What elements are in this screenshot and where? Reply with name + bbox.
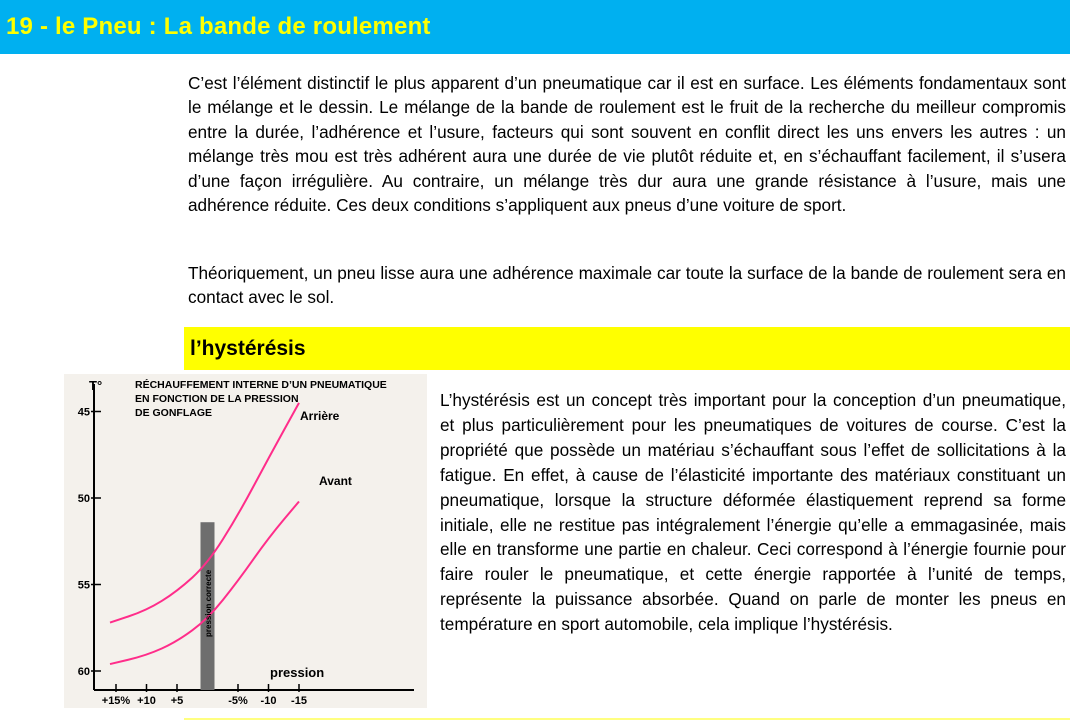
y-tick-label: 45 [77, 406, 90, 419]
series-label-avant: Avant [319, 474, 352, 488]
x-tick-label: -15 [291, 695, 307, 707]
x-tick-label: -10 [260, 695, 277, 707]
intro-paragraph-1: C’est l’élément distinctif le plus apparent d’un pneumatique car il est en surface. Les éléments fondamentaux sont le mélange et le dessin. Le mélange de la bande de roulement est le fruit de la recherche du meilleur compromis entre la durée, l’adhérence et l’usure, facteurs qui sont souvent en conflit direct les uns envers les autres : un mélange très mou est très adhérent aura une durée de vie plutôt réduite et, en s’échauffant facilement, il s’usera d’une façon irrégulière. Au contraire, un mélange très dur aura une grande résistance à l’usure, mais une adhérence réduite. Ces deux conditions s’appliquent aux pneus d’une voiture de sport. [188, 73, 1066, 216]
x-axis-label: pression [270, 665, 325, 680]
y-tick-label: 55 [77, 579, 90, 592]
bottom-divider [184, 718, 1070, 720]
series-label-arriere: Arrière [300, 409, 340, 423]
figure-title-line-3: DE GONFLAGE [135, 407, 213, 419]
title-bar [0, 0, 1070, 54]
pressure-temperature-chart [64, 374, 427, 708]
x-tick-label: +5 [170, 695, 184, 707]
x-tick-label: +10 [137, 695, 156, 707]
intro-paragraph-2: Théoriquement, un pneu lisse aura une adhérence maximale car toute la surface de la bande de roulement sera en contact avec le sol. [188, 263, 1066, 308]
x-tick-label: -5% [228, 695, 248, 707]
section-heading-bar [184, 327, 1070, 370]
band-label: pression correcte [204, 569, 213, 637]
hysteresis-paragraph: L’hystérésis est un concept très important pour la conception d’un pneumatique, et plus particulièrement pour les pneumatiques de voitures de course. C’est la propriété que possède un matériau s’échauffant sous l’effet de sollicitations à la fatigue. En effet, à cause de l’élasticité importante des matériaux constituant un pneumatique, lorsque la structure déformée élastiquement reprend sa forme initiale, elle ne restitue pas intégralement l’énergie qu’elle a emmagasinée, mais elle en transforme une partie en chaleur. Ceci correspond à l’énergie fournie pour faire rouler le pneumatique, et cette énergie rapportée à l’unité de temps, représente la puissance absorbée. Quand on parle de monter les pneus en température en sport automobile, cela implique l’hystérésis. [440, 390, 1066, 635]
pressure-temperature-figure [64, 374, 427, 708]
figure-title-line-1: RÉCHAUFFEMENT INTERNE D’UN PNEUMATIQUE [135, 379, 387, 391]
section-title: l’hystérésis [190, 337, 306, 360]
y-tick-label: 60 [77, 666, 90, 678]
y-tick-label: 50 [77, 493, 90, 505]
page-title: 19 - le Pneu : La bande de roulement [6, 13, 431, 40]
y-axis-label: T° [89, 378, 103, 393]
figure-title-line-2: EN FONCTION DE LA PRESSION [135, 393, 299, 405]
chart-axes [78, 384, 414, 707]
x-tick-label: +15% [101, 695, 131, 707]
chart-labels [89, 378, 387, 680]
